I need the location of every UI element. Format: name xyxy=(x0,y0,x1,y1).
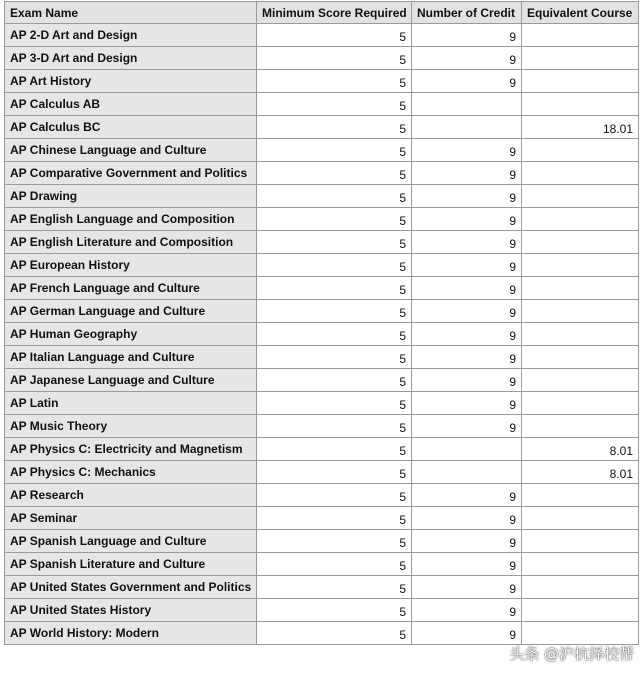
equivalent-course-cell xyxy=(522,208,639,231)
number-of-credit-cell: 9 xyxy=(412,208,522,231)
table-row xyxy=(5,392,639,415)
number-of-credit-cell: 9 xyxy=(412,277,522,300)
minimum-score-cell: 5 xyxy=(257,208,412,231)
exam-name-cell: AP English Literature and Composition xyxy=(5,231,257,254)
table-row xyxy=(5,622,639,645)
exam-name-cell: AP Italian Language and Culture xyxy=(5,346,257,369)
table-row xyxy=(5,553,639,576)
number-of-credit-cell: 9 xyxy=(412,392,522,415)
minimum-score-cell: 5 xyxy=(257,277,412,300)
minimum-score-cell: 5 xyxy=(257,599,412,622)
table-row xyxy=(5,576,639,599)
table-row xyxy=(5,277,639,300)
exam-name-cell: AP Latin xyxy=(5,392,257,415)
table-row xyxy=(5,346,639,369)
table-row xyxy=(5,93,639,116)
exam-name-cell: AP Calculus BC xyxy=(5,116,257,139)
table-row xyxy=(5,185,639,208)
minimum-score-cell: 5 xyxy=(257,576,412,599)
equivalent-course-cell xyxy=(522,93,639,116)
number-of-credit-cell xyxy=(412,461,522,484)
number-of-credit-cell xyxy=(412,93,522,116)
equivalent-course-cell xyxy=(522,553,639,576)
equivalent-course-cell xyxy=(522,70,639,93)
equivalent-course-cell: 8.01 xyxy=(522,461,639,484)
equivalent-course-cell xyxy=(522,323,639,346)
exam-name-cell: AP Art History xyxy=(5,70,257,93)
watermark-text: 头条 @沪杭择校帮 xyxy=(509,645,634,663)
table-row xyxy=(5,231,639,254)
minimum-score-cell: 5 xyxy=(257,231,412,254)
number-of-credit-cell: 9 xyxy=(412,599,522,622)
equivalent-course-cell xyxy=(522,484,639,507)
table-row xyxy=(5,47,639,70)
exam-name-cell: AP Drawing xyxy=(5,185,257,208)
ap-credit-table xyxy=(4,1,639,645)
exam-name-cell: AP 3-D Art and Design xyxy=(5,47,257,70)
table-row xyxy=(5,461,639,484)
minimum-score-cell: 5 xyxy=(257,93,412,116)
minimum-score-cell: 5 xyxy=(257,24,412,47)
minimum-score-cell: 5 xyxy=(257,553,412,576)
table-row xyxy=(5,415,639,438)
header-equivalent-course: Equivalent Course xyxy=(522,2,639,24)
table-row xyxy=(5,70,639,93)
number-of-credit-cell: 9 xyxy=(412,254,522,277)
table-row xyxy=(5,254,639,277)
exam-name-cell: AP Music Theory xyxy=(5,415,257,438)
table-row xyxy=(5,300,639,323)
number-of-credit-cell: 9 xyxy=(412,507,522,530)
table-row xyxy=(5,162,639,185)
equivalent-course-cell xyxy=(522,47,639,70)
table-row xyxy=(5,139,639,162)
minimum-score-cell: 5 xyxy=(257,530,412,553)
exam-name-cell: AP Research xyxy=(5,484,257,507)
number-of-credit-cell: 9 xyxy=(412,530,522,553)
equivalent-course-cell xyxy=(522,277,639,300)
header-row xyxy=(5,2,639,24)
exam-name-cell: AP Japanese Language and Culture xyxy=(5,369,257,392)
equivalent-course-cell xyxy=(522,300,639,323)
header-number-of-credit: Number of Credit xyxy=(412,2,522,24)
equivalent-course-cell xyxy=(522,576,639,599)
number-of-credit-cell: 9 xyxy=(412,346,522,369)
exam-name-cell: AP Physics C: Mechanics xyxy=(5,461,257,484)
exam-name-cell: AP Comparative Government and Politics xyxy=(5,162,257,185)
number-of-credit-cell: 9 xyxy=(412,70,522,93)
minimum-score-cell: 5 xyxy=(257,70,412,93)
minimum-score-cell: 5 xyxy=(257,116,412,139)
number-of-credit-cell: 9 xyxy=(412,576,522,599)
number-of-credit-cell: 9 xyxy=(412,231,522,254)
number-of-credit-cell: 9 xyxy=(412,300,522,323)
equivalent-course-cell: 8.01 xyxy=(522,438,639,461)
exam-name-cell: AP French Language and Culture xyxy=(5,277,257,300)
minimum-score-cell: 5 xyxy=(257,47,412,70)
table-row xyxy=(5,438,639,461)
equivalent-course-cell xyxy=(522,346,639,369)
exam-name-cell: AP Seminar xyxy=(5,507,257,530)
equivalent-course-cell: 18.01 xyxy=(522,116,639,139)
number-of-credit-cell xyxy=(412,116,522,139)
minimum-score-cell: 5 xyxy=(257,461,412,484)
table-row xyxy=(5,369,639,392)
exam-name-cell: AP Chinese Language and Culture xyxy=(5,139,257,162)
number-of-credit-cell: 9 xyxy=(412,415,522,438)
equivalent-course-cell xyxy=(522,254,639,277)
equivalent-course-cell xyxy=(522,185,639,208)
number-of-credit-cell: 9 xyxy=(412,622,522,645)
number-of-credit-cell: 9 xyxy=(412,47,522,70)
equivalent-course-cell xyxy=(522,231,639,254)
number-of-credit-cell: 9 xyxy=(412,484,522,507)
number-of-credit-cell xyxy=(412,438,522,461)
exam-name-cell: AP English Language and Composition xyxy=(5,208,257,231)
minimum-score-cell: 5 xyxy=(257,622,412,645)
number-of-credit-cell: 9 xyxy=(412,139,522,162)
exam-name-cell: AP United States History xyxy=(5,599,257,622)
table-row xyxy=(5,24,639,47)
equivalent-course-cell xyxy=(522,162,639,185)
equivalent-course-cell xyxy=(522,599,639,622)
equivalent-course-cell xyxy=(522,369,639,392)
minimum-score-cell: 5 xyxy=(257,185,412,208)
table-row xyxy=(5,599,639,622)
table-row xyxy=(5,484,639,507)
minimum-score-cell: 5 xyxy=(257,415,412,438)
equivalent-course-cell xyxy=(522,622,639,645)
minimum-score-cell: 5 xyxy=(257,392,412,415)
minimum-score-cell: 5 xyxy=(257,484,412,507)
exam-name-cell: AP United States Government and Politics xyxy=(5,576,257,599)
number-of-credit-cell: 9 xyxy=(412,162,522,185)
exam-name-cell: AP German Language and Culture xyxy=(5,300,257,323)
equivalent-course-cell xyxy=(522,392,639,415)
minimum-score-cell: 5 xyxy=(257,369,412,392)
header-exam-name: Exam Name xyxy=(5,2,257,24)
minimum-score-cell: 5 xyxy=(257,438,412,461)
number-of-credit-cell: 9 xyxy=(412,553,522,576)
ap-credit-table-container xyxy=(4,1,638,645)
equivalent-course-cell xyxy=(522,507,639,530)
minimum-score-cell: 5 xyxy=(257,162,412,185)
minimum-score-cell: 5 xyxy=(257,507,412,530)
minimum-score-cell: 5 xyxy=(257,139,412,162)
exam-name-cell: AP Calculus AB xyxy=(5,93,257,116)
number-of-credit-cell: 9 xyxy=(412,323,522,346)
exam-name-cell: AP Human Geography xyxy=(5,323,257,346)
header-minimum-score: Minimum Score Required xyxy=(257,2,412,24)
exam-name-cell: AP European History xyxy=(5,254,257,277)
number-of-credit-cell: 9 xyxy=(412,24,522,47)
exam-name-cell: AP Spanish Literature and Culture xyxy=(5,553,257,576)
table-row xyxy=(5,507,639,530)
table-row xyxy=(5,208,639,231)
equivalent-course-cell xyxy=(522,530,639,553)
equivalent-course-cell xyxy=(522,24,639,47)
table-row xyxy=(5,530,639,553)
minimum-score-cell: 5 xyxy=(257,346,412,369)
minimum-score-cell: 5 xyxy=(257,300,412,323)
number-of-credit-cell: 9 xyxy=(412,185,522,208)
exam-name-cell: AP Spanish Language and Culture xyxy=(5,530,257,553)
minimum-score-cell: 5 xyxy=(257,323,412,346)
exam-name-cell: AP World History: Modern xyxy=(5,622,257,645)
table-row xyxy=(5,116,639,139)
table-row xyxy=(5,323,639,346)
exam-name-cell: AP 2-D Art and Design xyxy=(5,24,257,47)
exam-name-cell: AP Physics C: Electricity and Magnetism xyxy=(5,438,257,461)
equivalent-course-cell xyxy=(522,415,639,438)
number-of-credit-cell: 9 xyxy=(412,369,522,392)
equivalent-course-cell xyxy=(522,139,639,162)
minimum-score-cell: 5 xyxy=(257,254,412,277)
